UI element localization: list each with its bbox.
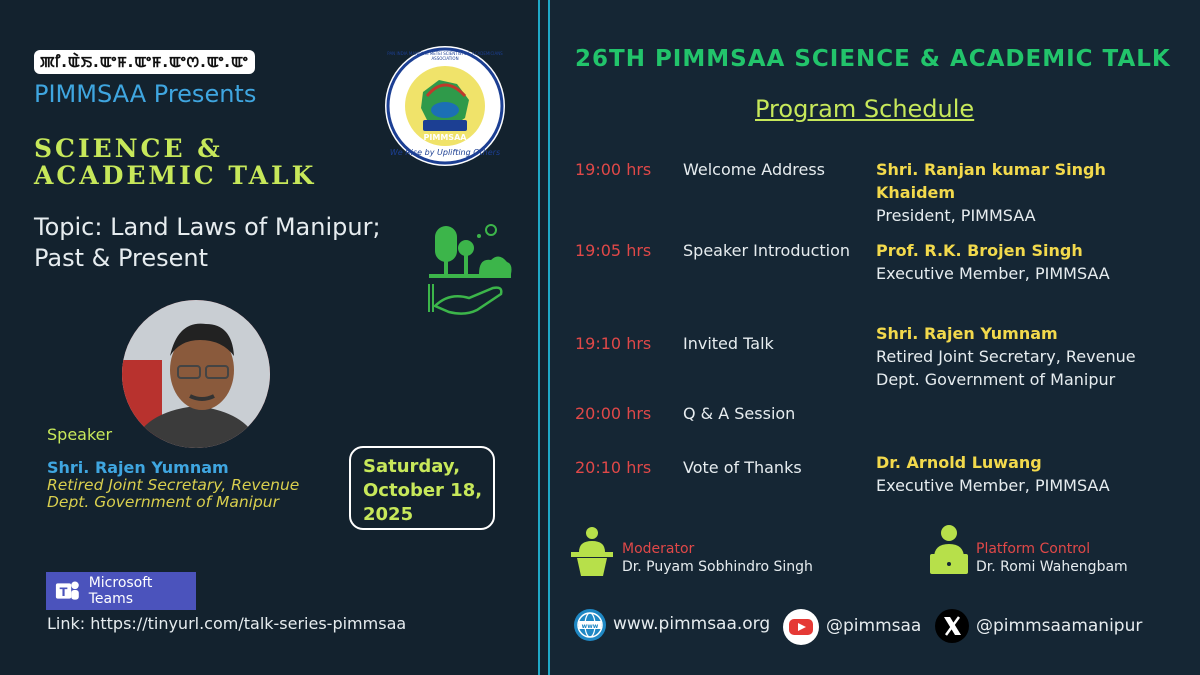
schedule-time: 19:00 hrs — [575, 160, 652, 179]
schedule-person — [876, 322, 1166, 391]
website-link[interactable]: www.pimmsaa.org — [613, 614, 771, 634]
schedule-person — [876, 158, 1176, 227]
schedule-event: Welcome Address — [683, 160, 825, 179]
youtube-handle[interactable]: @pimmsaa — [826, 616, 922, 636]
person-name: Prof. R.K. Brojen Singh — [876, 241, 1083, 260]
person-role: Retired Joint Secretary, Revenue Dept. Government of Manipur — [876, 347, 1136, 389]
svg-text:www: www — [581, 623, 599, 630]
schedule-time: 19:10 hrs — [575, 334, 652, 353]
teams-badge — [46, 572, 196, 610]
date-month-day: October 18, — [363, 480, 483, 501]
talk-topic: Topic: Land Laws of Manipur; Past & Present — [34, 213, 381, 272]
logo-motto: We Rise by Uplifting Others — [389, 148, 501, 157]
moderator-name: Dr. Puyam Sobhindro Singh — [622, 559, 813, 575]
speaker-name: Shri. Rajen Yumnam — [47, 458, 229, 477]
x-logo-icon — [934, 608, 970, 644]
event-title: 26TH PIMMSAA SCIENCE & ACADEMIC TALK — [575, 46, 1171, 72]
schedule-event: Q & A Session — [683, 404, 796, 423]
svg-text:T: T — [59, 584, 68, 599]
person-role: President, PIMMSAA — [876, 206, 1036, 225]
meitei-script-badge: ꯄꯤ.ꯑꯥꯏ.ꯑꯦꯝ.ꯑꯦꯝ.ꯑꯦꯁ.ꯑꯦ.ꯑꯦ — [34, 50, 255, 74]
person-name: Shri. Ranjan kumar Singh Khaidem — [876, 160, 1106, 202]
schedule-time: 19:05 hrs — [575, 241, 652, 260]
logo-ring-text: PAN INDIA MANIPURI METEI SCIENTISTS & ACADEMICIANS ASSOCIATION — [387, 51, 503, 61]
date-day: Saturday, — [363, 456, 461, 477]
speaker-label: Speaker — [47, 425, 113, 444]
schedule-person — [876, 239, 1176, 285]
schedule-time: 20:00 hrs — [575, 404, 652, 423]
platform-control-label: Platform Control — [976, 541, 1091, 557]
meeting-link[interactable]: Link: https://tinyurl.com/talk-series-pimmsaa — [47, 614, 407, 633]
person-laptop-icon — [928, 524, 970, 574]
person-name: Shri. Rajen Yumnam — [876, 324, 1058, 343]
person-role: Executive Member, PIMMSAA — [876, 476, 1110, 495]
speaker-role: Retired Joint Secretary, Revenue Dept. Government of Manipur — [47, 476, 300, 511]
youtube-icon — [782, 608, 820, 646]
speaker-photo — [122, 300, 270, 448]
x-handle[interactable]: @pimmsaamanipur — [976, 616, 1143, 636]
platform-control-name: Dr. Romi Wahengbam — [976, 559, 1128, 575]
schedule-event: Vote of Thanks — [683, 458, 802, 477]
schedule-event: Invited Talk — [683, 334, 774, 353]
schedule-time: 20:10 hrs — [575, 458, 652, 477]
date-box — [349, 446, 495, 530]
globe-icon — [573, 608, 607, 642]
person-role: Executive Member, PIMMSAA — [876, 264, 1110, 283]
person-name: Dr. Arnold Luwang — [876, 453, 1042, 472]
presenter-line: PIMMSAA Presents — [34, 80, 257, 108]
schedule-person — [876, 451, 1176, 497]
hand-holding-trees-icon — [425, 218, 515, 320]
logo-name: PIMMSAA — [423, 133, 467, 142]
moderator-label: Moderator — [622, 541, 695, 557]
divider-line — [548, 0, 550, 675]
series-title: SCIENCE & ACADEMIC TALK — [34, 134, 317, 190]
date-year: 2025 — [363, 504, 414, 525]
schedule-event: Speaker Introduction — [683, 241, 851, 260]
teams-label: Microsoft Teams — [88, 575, 153, 607]
schedule-heading: Program Schedule — [755, 95, 975, 123]
speaker-podium-icon — [571, 526, 613, 576]
divider-line — [538, 0, 540, 675]
teams-icon — [54, 577, 81, 605]
